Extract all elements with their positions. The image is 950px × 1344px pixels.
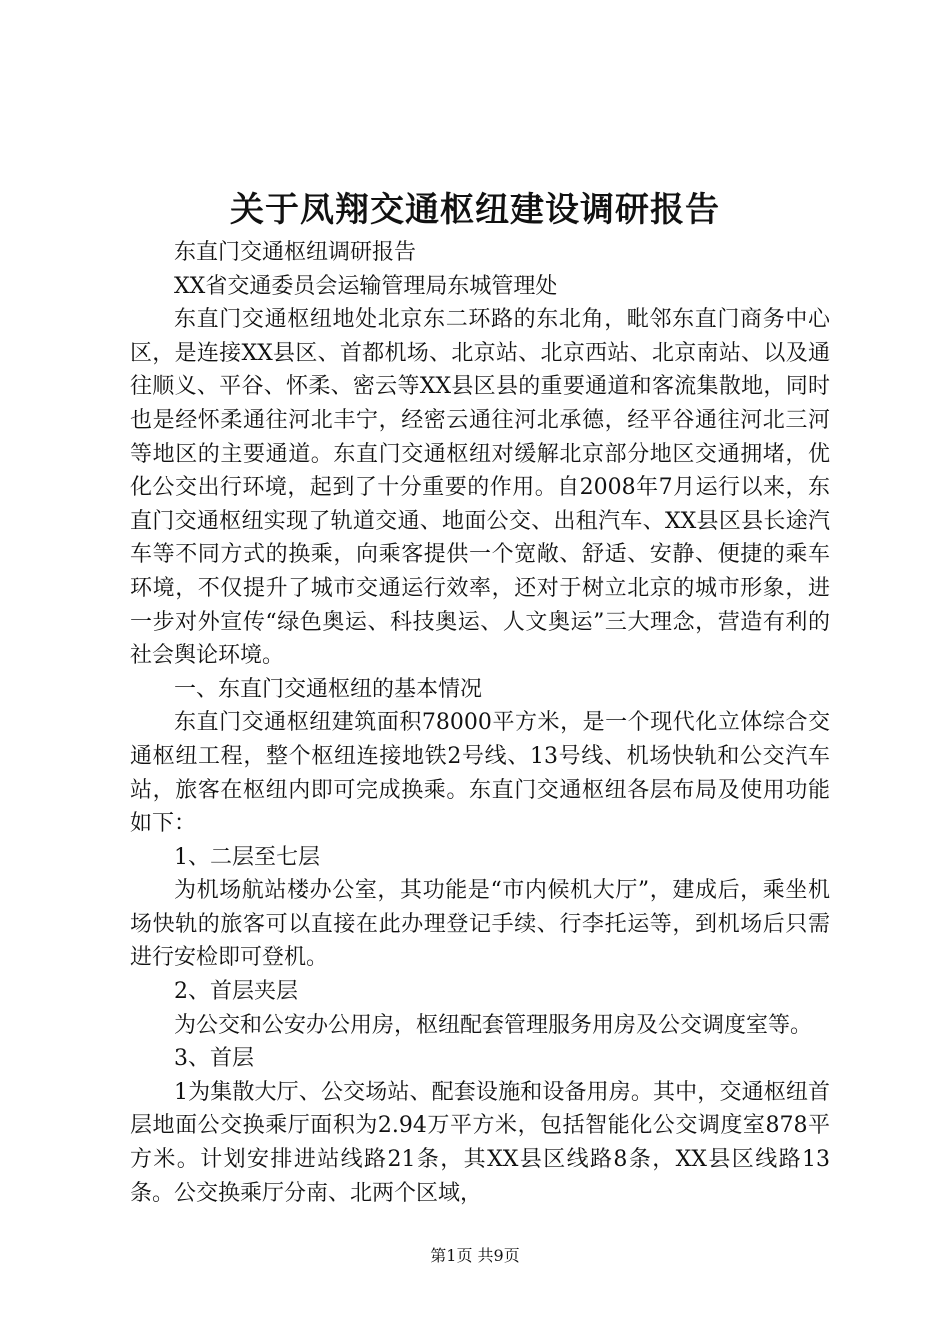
document-title: 关于凤翔交通枢纽建设调研报告: [230, 190, 720, 230]
ground-floor-paragraph: 1为集散大厅、公交场站、配套设施和设备用房。其中，交通枢纽首层地面公交换乘厅面积为2.94万平方米，包括智能化公交调度室878平方米。计划安排进站线路21条，其XX县区线路8条，XX县区线路13条。公交换乘厅分南、北两个区域，: [130, 1079, 830, 1206]
page-footer: 第1页 共9页: [430, 1246, 520, 1265]
ground-mezzanine-paragraph: 为公交和公安办公用房，枢纽配套管理服务用房及公交调度室等。: [174, 1012, 813, 1038]
section-heading-basic-info: 一、东直门交通枢纽的基本情况: [174, 676, 483, 702]
report-subtitle: 东直门交通枢纽调研报告: [174, 240, 417, 265]
subheading-floors-2-7: 1、二层至七层: [174, 844, 320, 870]
report-author: XX省交通委员会运输管理局东城管理处: [174, 273, 558, 299]
intro-paragraph: 东直门交通枢纽地处北京东二环路的东北角，毗邻东直门商务中心区，是连接XX县区、首都机场、北京站、北京西站、北京南站、以及通往顺义、平谷、怀柔、密云等XX县区县的重要通道和客流集散地，同时也是经怀柔通往河北丰宁，经密云通往河北承德，经平谷通往河北三河等地区的主要通道。东直门交通枢纽对缓解北京部分地区交通拥堵，优化公交出行环境，起到了十分重要的作用。自2008年7月运行以来，东直门交通枢纽实现了轨道交通、地面公交、出租汽车、XX县区县长途汽车等不同方式的换乘，向乘客提供一个宽敞、舒适、安静、便捷的乘车环境，不仅提升了城市交通运行效率，还对于树立北京的城市形象，进一步对外宣传“绿色奥运、科技奥运、人文奥运”三大理念，营造有利的社会舆论环境。: [130, 307, 830, 669]
basic-info-paragraph: 东直门交通枢纽建筑面积78000平方米，是一个现代化立体综合交通枢纽工程，整个枢纽连接地铁2号线、13号线、机场快轨和公交汽车站，旅客在枢纽内即可完成换乘。东直门交通枢纽各层布局及使用功能如下：: [130, 710, 830, 837]
subheading-ground-mezzanine: 2、首层夹层: [174, 979, 298, 1005]
subheading-ground-floor: 3、首层: [174, 1046, 254, 1072]
floors-2-7-paragraph: 为机场航站楼办公室，其功能是“市内候机大厅”，建成后，乘坐机场快轨的旅客可以直接在此办理登记手续、行李托运等，到机场后只需进行安检即可登机。: [130, 878, 830, 971]
document-body: [130, 236, 830, 1210]
